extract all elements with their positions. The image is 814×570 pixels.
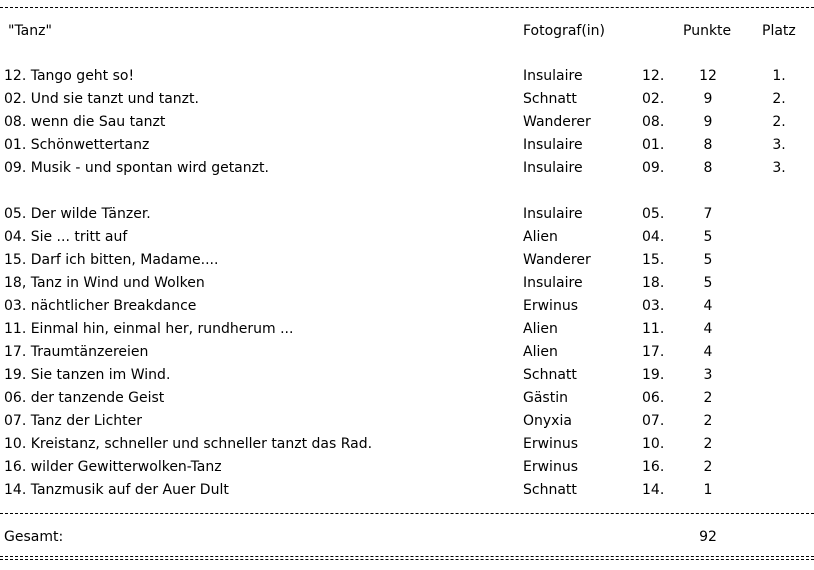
entry-number: 02.: [642, 91, 665, 107]
table-row: [0, 249, 814, 272]
total-row: [0, 526, 814, 549]
entry-points: 2: [703, 459, 713, 475]
entry-photographer: Gästin: [523, 390, 568, 406]
entry-points: 3: [703, 367, 713, 383]
entry-title: 18, Tanz in Wind und Wolken: [4, 275, 205, 291]
entry-photographer: Alien: [523, 229, 558, 245]
entry-number: 07.: [642, 413, 665, 429]
entry-title: 17. Traumtänzereien: [4, 344, 149, 360]
total-points: 92: [699, 529, 717, 545]
entry-photographer: Schnatt: [523, 91, 577, 107]
entry-number: 17.: [642, 344, 665, 360]
entry-number: 03.: [642, 298, 665, 314]
table-row: [0, 341, 814, 364]
entry-points: 2: [703, 436, 713, 452]
entry-photographer: Insulaire: [523, 160, 583, 176]
header-place: Platz: [762, 23, 796, 39]
entry-photographer: Onyxia: [523, 413, 572, 429]
entry-title: 05. Der wilde Tänzer.: [4, 206, 151, 222]
entry-number: 16.: [642, 459, 665, 475]
entry-place: 3.: [772, 160, 786, 176]
header-row: [0, 20, 814, 43]
entry-photographer: Schnatt: [523, 367, 577, 383]
entry-points: 2: [703, 390, 713, 406]
entry-points: 9: [703, 91, 713, 107]
entry-number: 09.: [642, 160, 665, 176]
bottom-double-divider: [0, 556, 814, 560]
entry-photographer: Erwinus: [523, 436, 578, 452]
entry-points: 12: [699, 68, 717, 84]
table-row: [0, 272, 814, 295]
table-row: [0, 364, 814, 387]
entry-photographer: Insulaire: [523, 275, 583, 291]
entry-number: 11.: [642, 321, 665, 337]
table-row: [0, 203, 814, 226]
table-row: [0, 295, 814, 318]
entry-photographer: Wanderer: [523, 252, 591, 268]
entry-title: 06. der tanzende Geist: [4, 390, 165, 406]
entry-number: 19.: [642, 367, 665, 383]
entry-points: 4: [703, 321, 713, 337]
entry-number: 04.: [642, 229, 665, 245]
entry-title: 01. Schönwettertanz: [4, 137, 150, 153]
top-divider: [0, 7, 814, 8]
entry-photographer: Wanderer: [523, 114, 591, 130]
entry-place: 2.: [772, 114, 786, 130]
entry-title: 12. Tango geht so!: [4, 68, 135, 84]
entry-title: 15. Darf ich bitten, Madame....: [4, 252, 219, 268]
table-row: [0, 456, 814, 479]
table-row: [0, 433, 814, 456]
table-row: [0, 479, 814, 502]
table-row: [0, 134, 814, 157]
entry-number: 18.: [642, 275, 665, 291]
entry-points: 7: [703, 206, 713, 222]
entry-number: 01.: [642, 137, 665, 153]
entry-photographer: Insulaire: [523, 137, 583, 153]
table-row: [0, 226, 814, 249]
entry-points: 5: [703, 275, 713, 291]
table-row: [0, 387, 814, 410]
entry-points: 4: [703, 344, 713, 360]
entry-photographer: Alien: [523, 321, 558, 337]
entry-points: 1: [703, 482, 713, 498]
entry-title: 14. Tanzmusik auf der Auer Dult: [4, 482, 229, 498]
footer-divider: [0, 513, 814, 514]
entry-title: 11. Einmal hin, einmal her, rundherum ...: [4, 321, 294, 337]
entry-title: 02. Und sie tanzt und tanzt.: [4, 91, 199, 107]
entry-points: 4: [703, 298, 713, 314]
entry-title: 19. Sie tanzen im Wind.: [4, 367, 171, 383]
table-row: [0, 88, 814, 111]
entry-photographer: Insulaire: [523, 206, 583, 222]
entry-photographer: Erwinus: [523, 298, 578, 314]
entry-place: 3.: [772, 137, 786, 153]
entry-title: 16. wilder Gewitterwolken-Tanz: [4, 459, 222, 475]
table-row: [0, 410, 814, 433]
entry-photographer: Alien: [523, 344, 558, 360]
entry-number: 06.: [642, 390, 665, 406]
header-points: Punkte: [683, 23, 732, 39]
entry-place: 2.: [772, 91, 786, 107]
entry-title: 03. nächtlicher Breakdance: [4, 298, 197, 314]
header-photographer: Fotograf(in): [523, 23, 606, 39]
entry-number: 10.: [642, 436, 665, 452]
entry-title: 07. Tanz der Lichter: [4, 413, 143, 429]
entry-points: 2: [703, 413, 713, 429]
entry-points: 8: [703, 137, 713, 153]
table-row: [0, 318, 814, 341]
entry-number: 12.: [642, 68, 665, 84]
table-row: [0, 111, 814, 134]
entry-points: 8: [703, 160, 713, 176]
header-title: "Tanz": [8, 23, 52, 39]
entry-points: 5: [703, 229, 713, 245]
entry-title: 09. Musik - und spontan wird getanzt.: [4, 160, 269, 176]
entry-title: 04. Sie ... tritt auf: [4, 229, 128, 245]
entry-points: 9: [703, 114, 713, 130]
entry-number: 14.: [642, 482, 665, 498]
entry-photographer: Insulaire: [523, 68, 583, 84]
entry-photographer: Erwinus: [523, 459, 578, 475]
entry-title: 10. Kreistanz, schneller und schneller tanzt das Rad.: [4, 436, 373, 452]
entry-place: 1.: [772, 68, 786, 84]
table-row: [0, 65, 814, 88]
entry-points: 5: [703, 252, 713, 268]
table-row: [0, 157, 814, 180]
entry-photographer: Schnatt: [523, 482, 577, 498]
entry-number: 08.: [642, 114, 665, 130]
total-label: Gesamt:: [4, 529, 64, 545]
entry-title: 08. wenn die Sau tanzt: [4, 114, 166, 130]
entry-number: 05.: [642, 206, 665, 222]
entry-number: 15.: [642, 252, 665, 268]
